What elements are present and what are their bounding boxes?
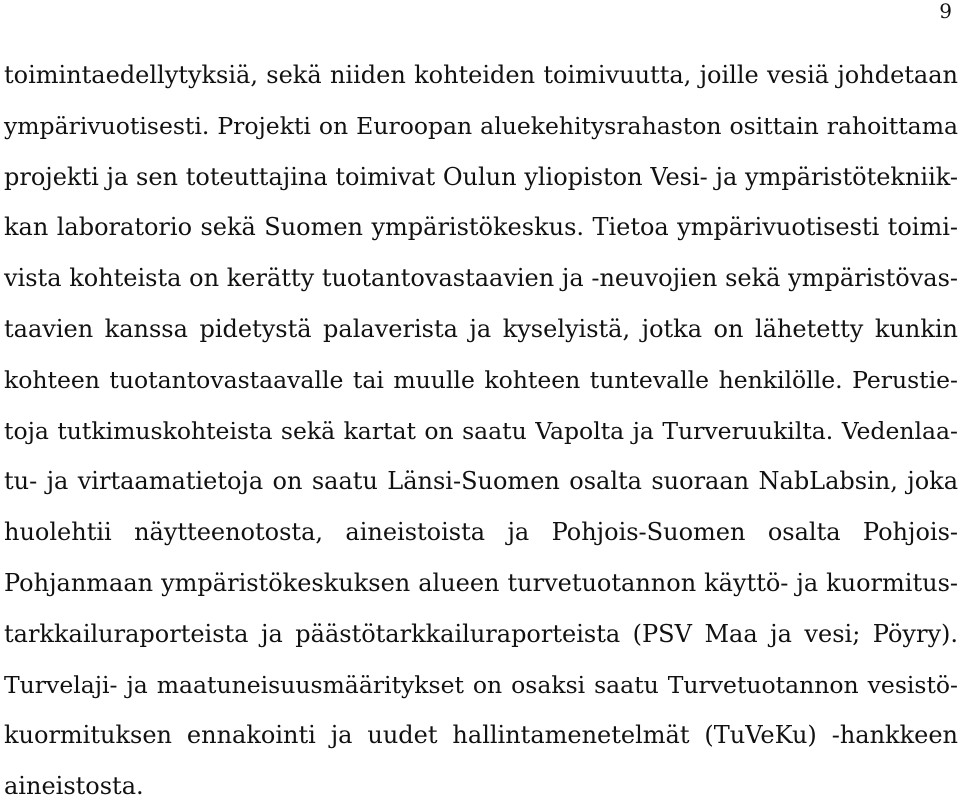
paragraph-line: vista kohteista on kerätty tuotantovastaavien ja -neuvojien sekä ympäristövas- — [4, 264, 958, 293]
paragraph-line: Pohjanmaan ympäristökeskuksen alueen turvetuotannon käyttö- ja kuormitus- — [4, 568, 958, 597]
paragraph-line: kan laboratorio sekä Suomen ympäristökeskus. Tietoa ympärivuotisesti toimi- — [4, 213, 958, 242]
paragraph-line: kuormituksen ennakointi ja uudet hallintamenetelmät (TuVeKu) -hankkeen — [4, 721, 958, 750]
paragraph-line: toimintaedellytyksiä, sekä niiden kohteiden toimivuutta, joille vesiä johdetaan — [4, 61, 958, 89]
paragraph-line: projekti ja sen toteuttajina toimivat Oulun yliopiston Vesi- ja ympäristötekniik- — [4, 162, 958, 191]
paragraph-line: taavien kanssa pidetystä palaverista ja kyselyistä, jotka on lähetetty kunkin — [4, 314, 958, 343]
paragraph-line: kohteen tuotantovastaavalle tai muulle kohteen tuntevalle henkilölle. Perustie- — [4, 365, 958, 394]
paragraph-line: toja tutkimuskohteista sekä kartat on saatu Vapolta ja Turveruukilta. Vedenlaa- — [4, 416, 958, 445]
paragraph-line: ympärivuotisesti. Projekti on Euroopan aluekehitysrahaston osittain rahoittama — [4, 111, 958, 140]
page-number: 9 — [939, 0, 952, 23]
body-paragraph — [4, 50, 958, 812]
paragraph-line: tu- ja virtaamatietoja on saatu Länsi-Suomen osalta suoraan NabLabsin, joka — [4, 467, 958, 496]
paragraph-line: huolehtii näytteenotosta, aineistoista ja Pohjois-Suomen osalta Pohjois- — [4, 518, 958, 547]
paragraph-line: aineistosta. — [4, 772, 144, 801]
paragraph-line: Turvelaji- ja maatuneisuusmääritykset on osaksi saatu Turvetuotannon vesistö- — [4, 670, 958, 699]
paragraph-line: tarkkailuraporteista ja päästötarkkailuraporteista (PSV Maa ja vesi; Pöyry). — [4, 619, 958, 648]
